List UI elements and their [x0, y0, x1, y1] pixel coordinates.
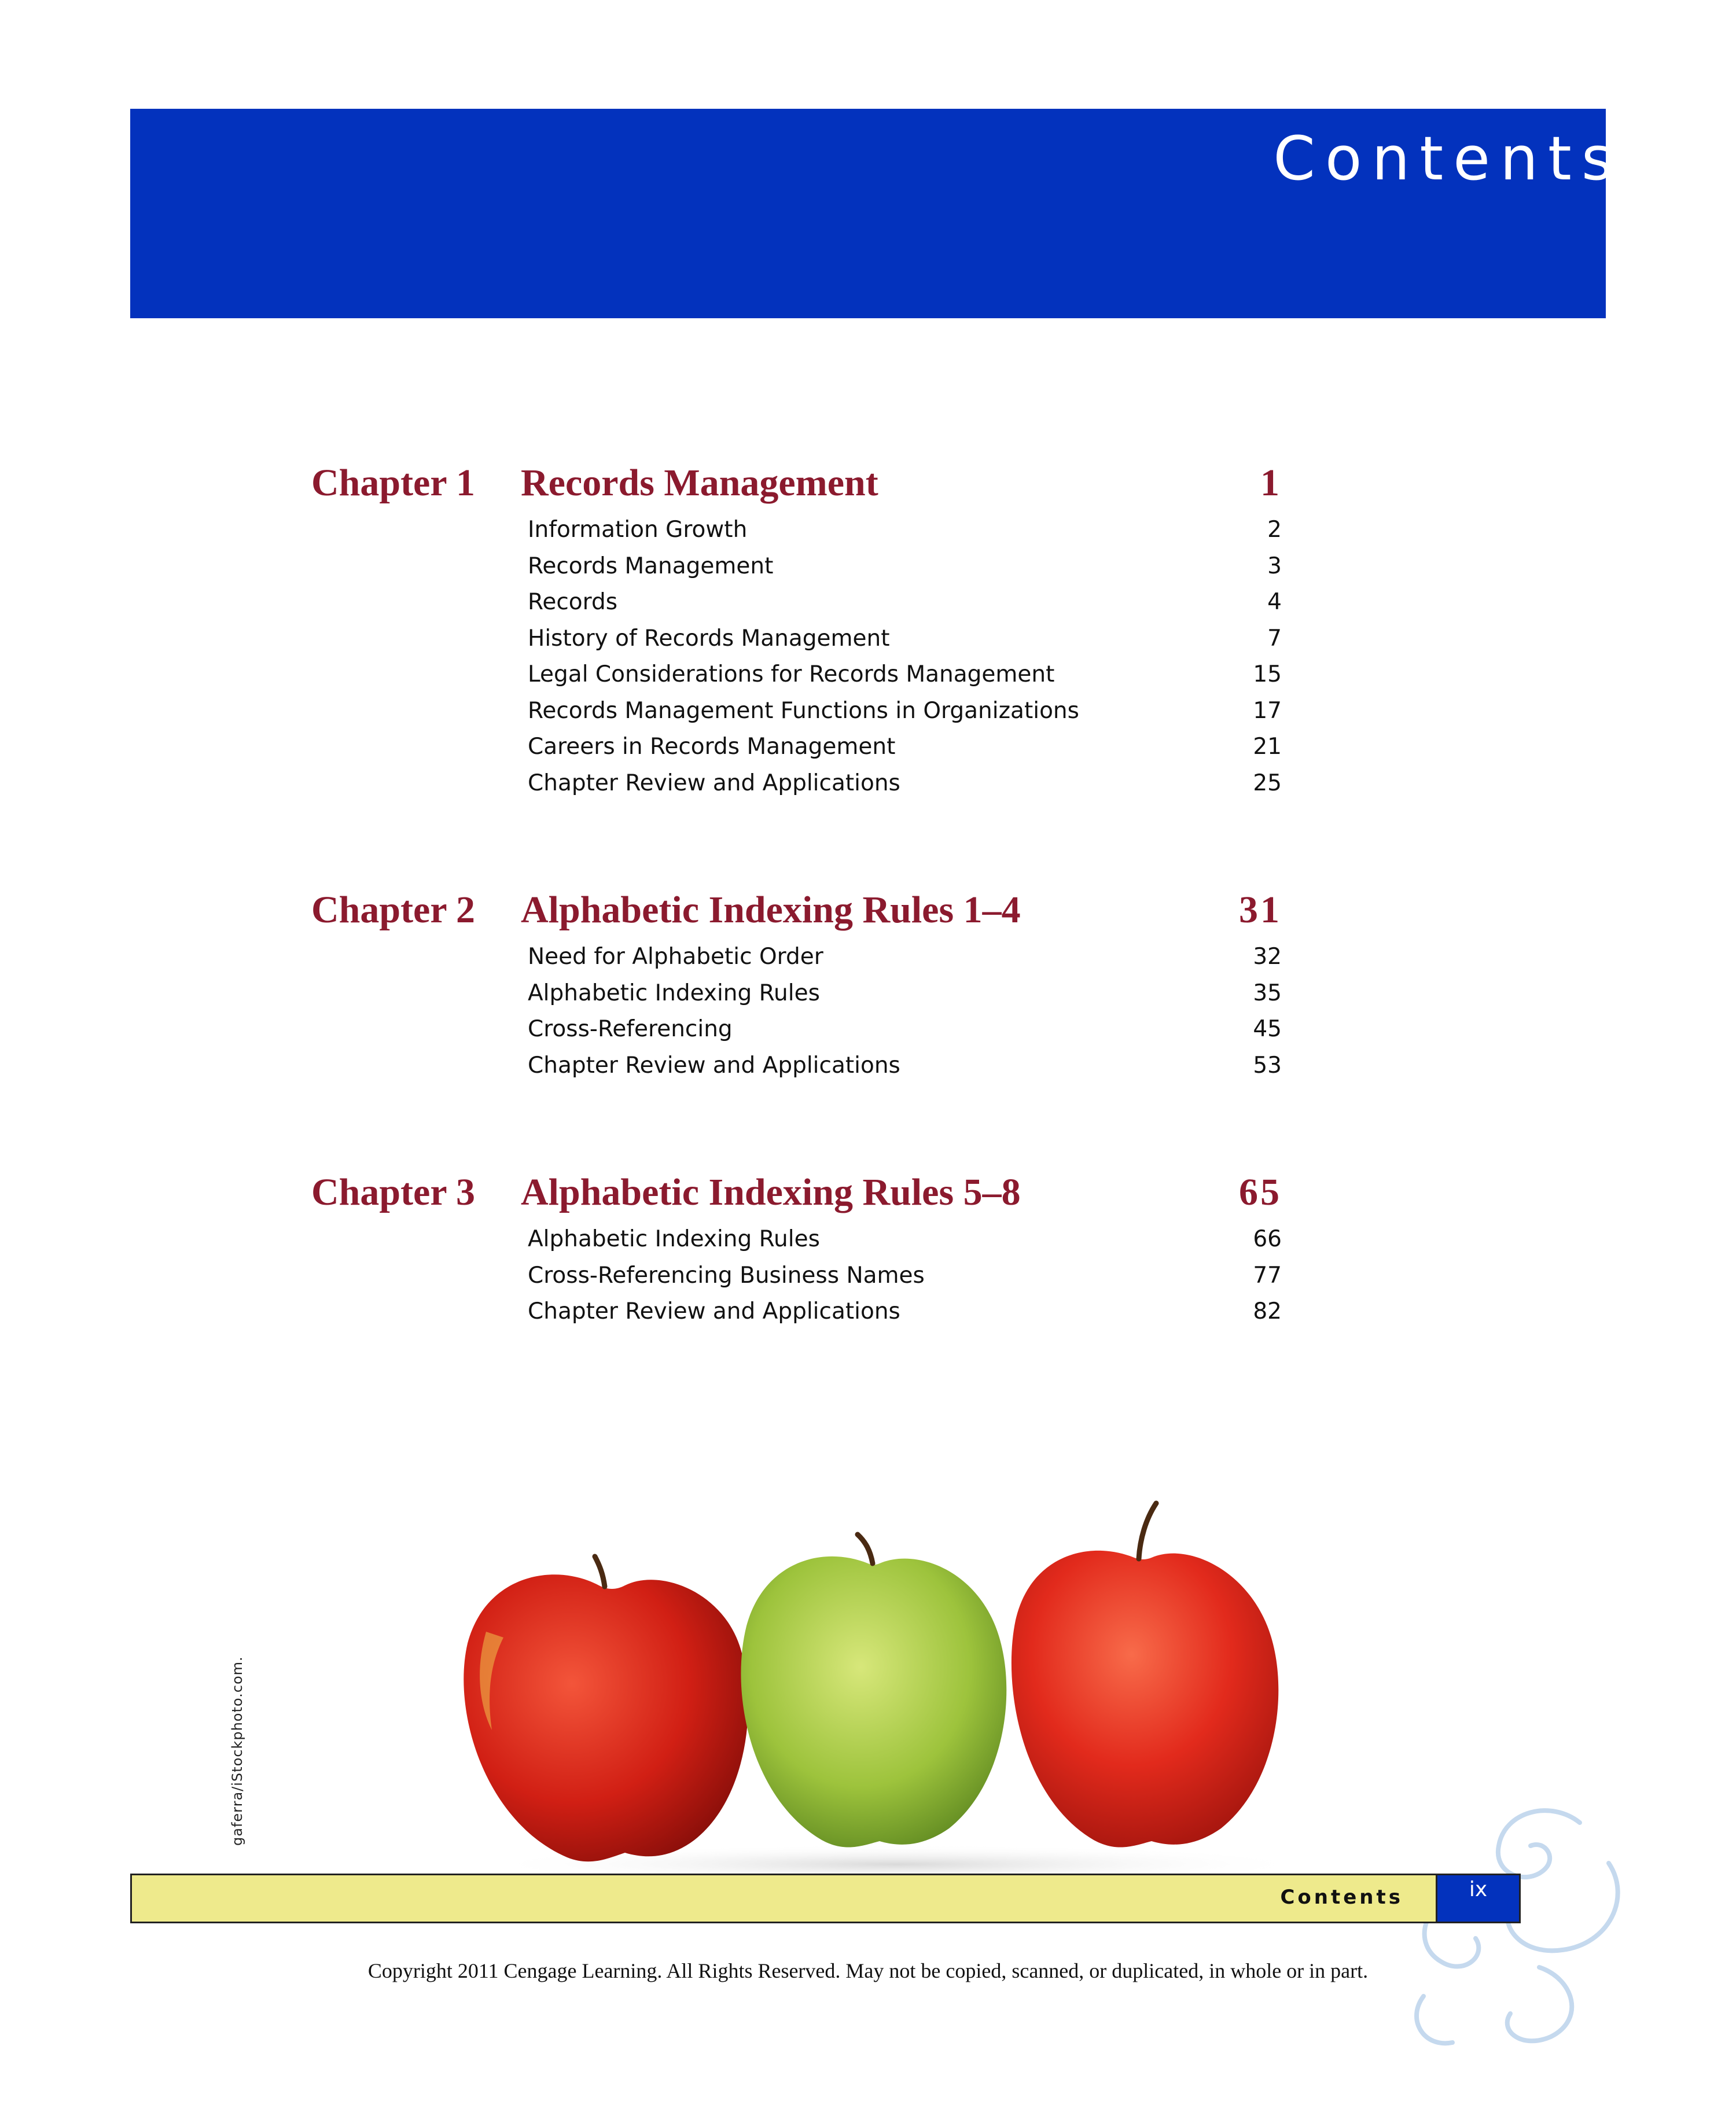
toc-entry-page: 66 — [1253, 1226, 1282, 1252]
toc-entry-page: 3 — [1267, 553, 1282, 579]
apples-photo — [451, 1499, 1343, 1880]
toc-entry-label: Cross-Referencing — [528, 1016, 733, 1042]
toc-entry-page: 82 — [1253, 1298, 1282, 1324]
toc-entry[interactable] — [528, 976, 1282, 1012]
toc-entry[interactable] — [528, 693, 1282, 730]
apple-green-middle — [741, 1556, 1006, 1848]
chapter-page: 1 — [1260, 462, 1282, 504]
toc-entry[interactable] — [528, 657, 1282, 693]
toc-entry[interactable] — [528, 766, 1282, 802]
toc-entry-page: 17 — [1253, 697, 1282, 724]
chapter-entries — [528, 1221, 1282, 1330]
toc-entry[interactable] — [528, 512, 1282, 549]
toc-entry-page: 21 — [1253, 734, 1282, 760]
toc-entry-page: 2 — [1267, 517, 1282, 543]
chapter-title[interactable]: Alphabetic Indexing Rules 5–8 — [521, 1171, 1021, 1213]
toc-entry-label: Chapter Review and Applications — [528, 770, 900, 796]
apple-red-left — [464, 1574, 748, 1861]
page-title: Contents — [1273, 123, 1623, 194]
photo-credit: gaferra/iStockphoto.com. — [229, 1656, 245, 1846]
apple-stem-middle — [858, 1534, 873, 1563]
toc-entry-label: Records — [528, 589, 618, 615]
toc-entry-page: 53 — [1253, 1052, 1282, 1079]
copyright-notice: Copyright 2011 Cengage Learning. All Rights Reserved. May not be copied, scanned, or duplicated, in whole or in part. — [367, 1959, 1369, 1982]
toc-entry[interactable] — [528, 584, 1282, 621]
toc-entry[interactable] — [528, 1048, 1282, 1084]
chapter-entries — [528, 939, 1282, 1084]
toc-entry-label: Records Management — [528, 553, 774, 579]
chapter-page: 31 — [1239, 889, 1282, 931]
toc-entry-page: 25 — [1253, 770, 1282, 796]
toc-entry[interactable] — [528, 1258, 1282, 1294]
chapter-number: Chapter 1 — [311, 462, 475, 504]
toc-entry[interactable] — [528, 939, 1282, 976]
apple-stem-left — [595, 1556, 605, 1587]
toc-entry-page: 77 — [1253, 1262, 1282, 1289]
chapter-title[interactable]: Alphabetic Indexing Rules 1–4 — [521, 889, 1021, 931]
toc-entry-label: Chapter Review and Applications — [528, 1052, 900, 1079]
toc-entry-label: Legal Considerations for Records Management — [528, 661, 1055, 687]
toc-entry-label: Information Growth — [528, 517, 748, 543]
apple-stem-right — [1139, 1503, 1156, 1559]
toc-entry-page: 7 — [1267, 625, 1282, 652]
chapter-title[interactable]: Records Management — [521, 462, 878, 504]
toc-entry[interactable] — [528, 1221, 1282, 1258]
toc-entry-label: Need for Alphabetic Order — [528, 944, 823, 970]
toc-entry-page: 32 — [1253, 944, 1282, 970]
toc-entry-page: 15 — [1253, 661, 1282, 687]
toc-entry-label: Alphabetic Indexing Rules — [528, 1226, 820, 1252]
toc-entry[interactable] — [528, 621, 1282, 657]
toc-entry[interactable] — [528, 549, 1282, 585]
toc-entry[interactable] — [528, 1011, 1282, 1048]
toc-entry-page: 35 — [1253, 980, 1282, 1006]
toc-entry-page: 45 — [1253, 1016, 1282, 1042]
toc-entry-label: Chapter Review and Applications — [528, 1298, 900, 1324]
toc-entry-label: Records Management Functions in Organizations — [528, 697, 1079, 724]
chapter-entries — [528, 512, 1282, 801]
chapter-page: 65 — [1239, 1171, 1282, 1213]
toc-entry[interactable] — [528, 1294, 1282, 1330]
toc-entry-page: 4 — [1267, 589, 1282, 615]
toc-entry-label: Alphabetic Indexing Rules — [528, 980, 820, 1006]
toc-entry-label: Careers in Records Management — [528, 734, 896, 760]
footer-label: Contents — [1280, 1886, 1403, 1909]
page-number-badge: ix — [1436, 1874, 1521, 1923]
chapter-number: Chapter 2 — [311, 889, 475, 931]
toc-entry[interactable] — [528, 729, 1282, 766]
apple-red-right — [1012, 1551, 1278, 1848]
toc-entry-label: Cross-Referencing Business Names — [528, 1262, 925, 1289]
chapter-number: Chapter 3 — [311, 1171, 475, 1213]
toc-entry-label: History of Records Management — [528, 625, 890, 652]
